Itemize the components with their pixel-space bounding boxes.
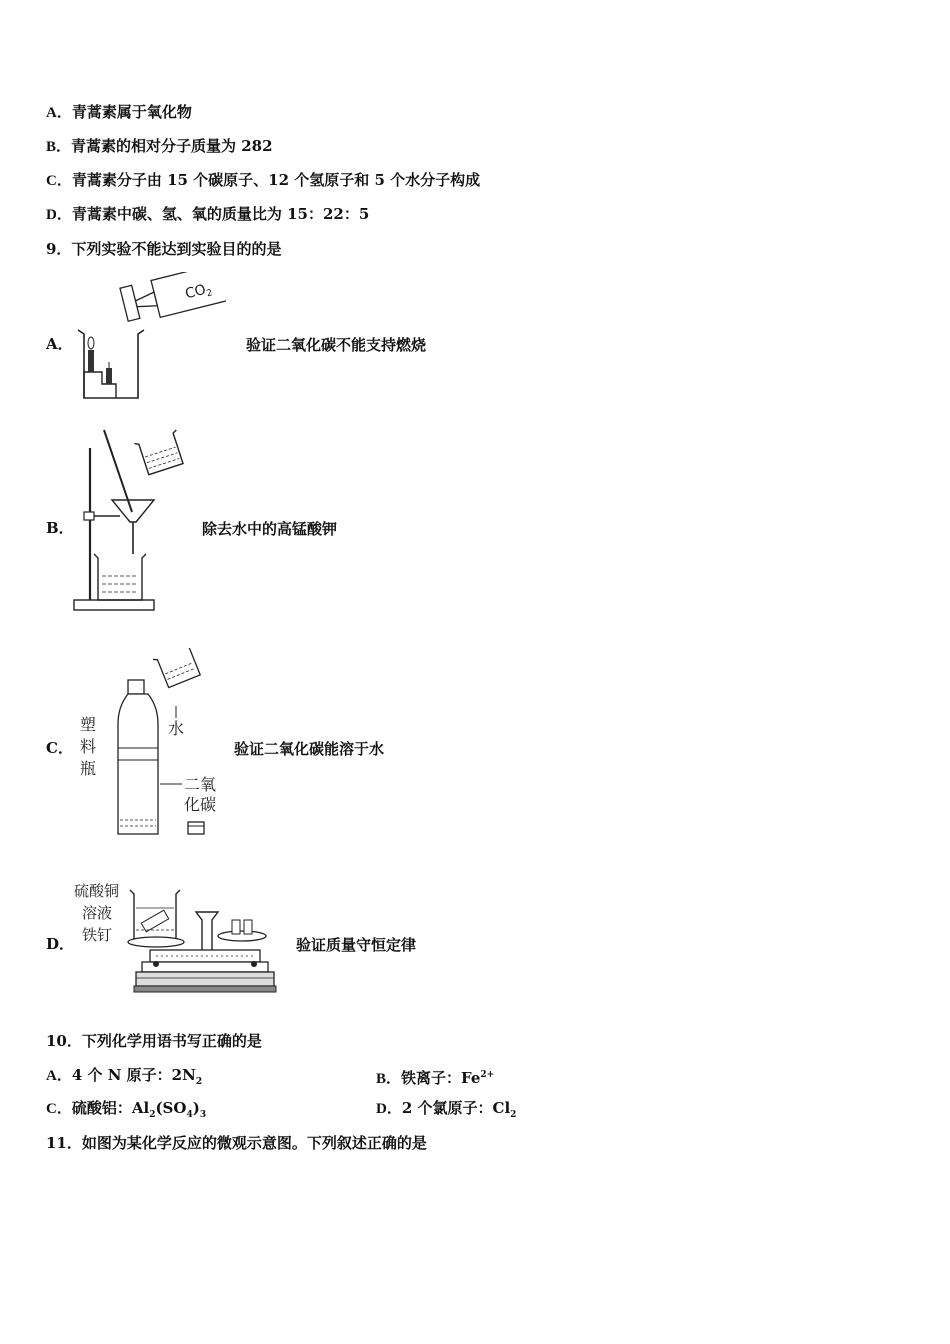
filtration-figure [72,428,192,614]
co2-label-line2: 化碳 [184,795,217,814]
q9-option-b-label: B． [46,519,74,537]
q9-option-c-label: C． [46,739,73,757]
q9-option-d-caption: 验证质量守恒定律 [296,936,417,954]
superscript: 2+ [480,1070,495,1080]
bottle-label-2: 料 [80,737,97,756]
subscript: 4 [186,1110,193,1120]
option-label: A． [46,105,72,121]
q8-option-d [46,204,369,225]
q10-option-b [376,1065,494,1089]
option-text: 青蒿素属于氧化物 [71,103,192,121]
q9-option-c-caption: 验证二氧化碳能溶于水 [234,740,385,758]
water-label: 水 [168,719,185,738]
co2-candle-figure [76,272,226,402]
option-text: 2 个氯原子：Cl [401,1099,511,1117]
option-text-mid: (SO [155,1099,187,1117]
option-label: C． [46,173,72,189]
option-text: 4 个 N 原子：2N [71,1066,196,1084]
bottle-label-1: 塑 [80,715,97,734]
option-label: A． [46,1068,72,1084]
option-label: D． [46,207,72,223]
q9-stem: 9．下列实验不能达到实验目的的是 [46,240,282,258]
option-label: B． [376,1071,402,1087]
option-text: 青蒿素的相对分子质量为 282 [71,137,273,155]
co2-bottle-figure [76,648,236,840]
q11-stem: 11．如图为某化学反应的微观示意图。下列叙述正确的是 [46,1134,427,1152]
gas-label: $CO_2$ [183,281,214,303]
option-label: B． [46,139,72,155]
q10-stem: 10．下列化学用语书写正确的是 [46,1032,262,1050]
q9-option-a-caption: 验证二氧化碳不能支持燃烧 [246,336,427,354]
option-text-suffix: ) [192,1099,200,1117]
subscript: 3 [199,1110,207,1120]
balance-figure [72,878,278,1004]
subscript: 2 [195,1077,203,1087]
option-label: C． [46,1101,72,1117]
iron-nail-label: 铁钉 [82,926,113,944]
option-text: 硫酸铝：Al [71,1099,150,1117]
subscript: 2 [510,1110,517,1120]
q9-option-a-label: A． [46,335,73,353]
subscript: 2 [149,1110,156,1120]
q10-option-a [46,1065,202,1092]
q8-option-a [46,102,192,123]
solution-label: 溶液 [82,904,113,922]
option-text: 铁离子：Fe [401,1069,481,1087]
q10-option-c [46,1098,206,1125]
q9-option-b-caption: 除去水中的高锰酸钾 [202,520,338,538]
q8-option-b [46,136,273,157]
q10-option-d [376,1098,516,1125]
q9-option-d-label: D． [46,935,75,953]
option-label: D． [376,1101,402,1117]
option-text: 青蒿素分子由 15 个碳原子、12 个氢原子和 5 个水分子构成 [71,171,481,189]
option-text: 青蒿素中碳、氢、氧的质量比为 15：22：5 [71,205,370,223]
copper-sulfate-label: 硫酸铜 [74,882,120,900]
bottle-label-3: 瓶 [80,759,97,778]
q8-option-c [46,170,480,191]
co2-label-line1: 二氧 [184,775,217,794]
